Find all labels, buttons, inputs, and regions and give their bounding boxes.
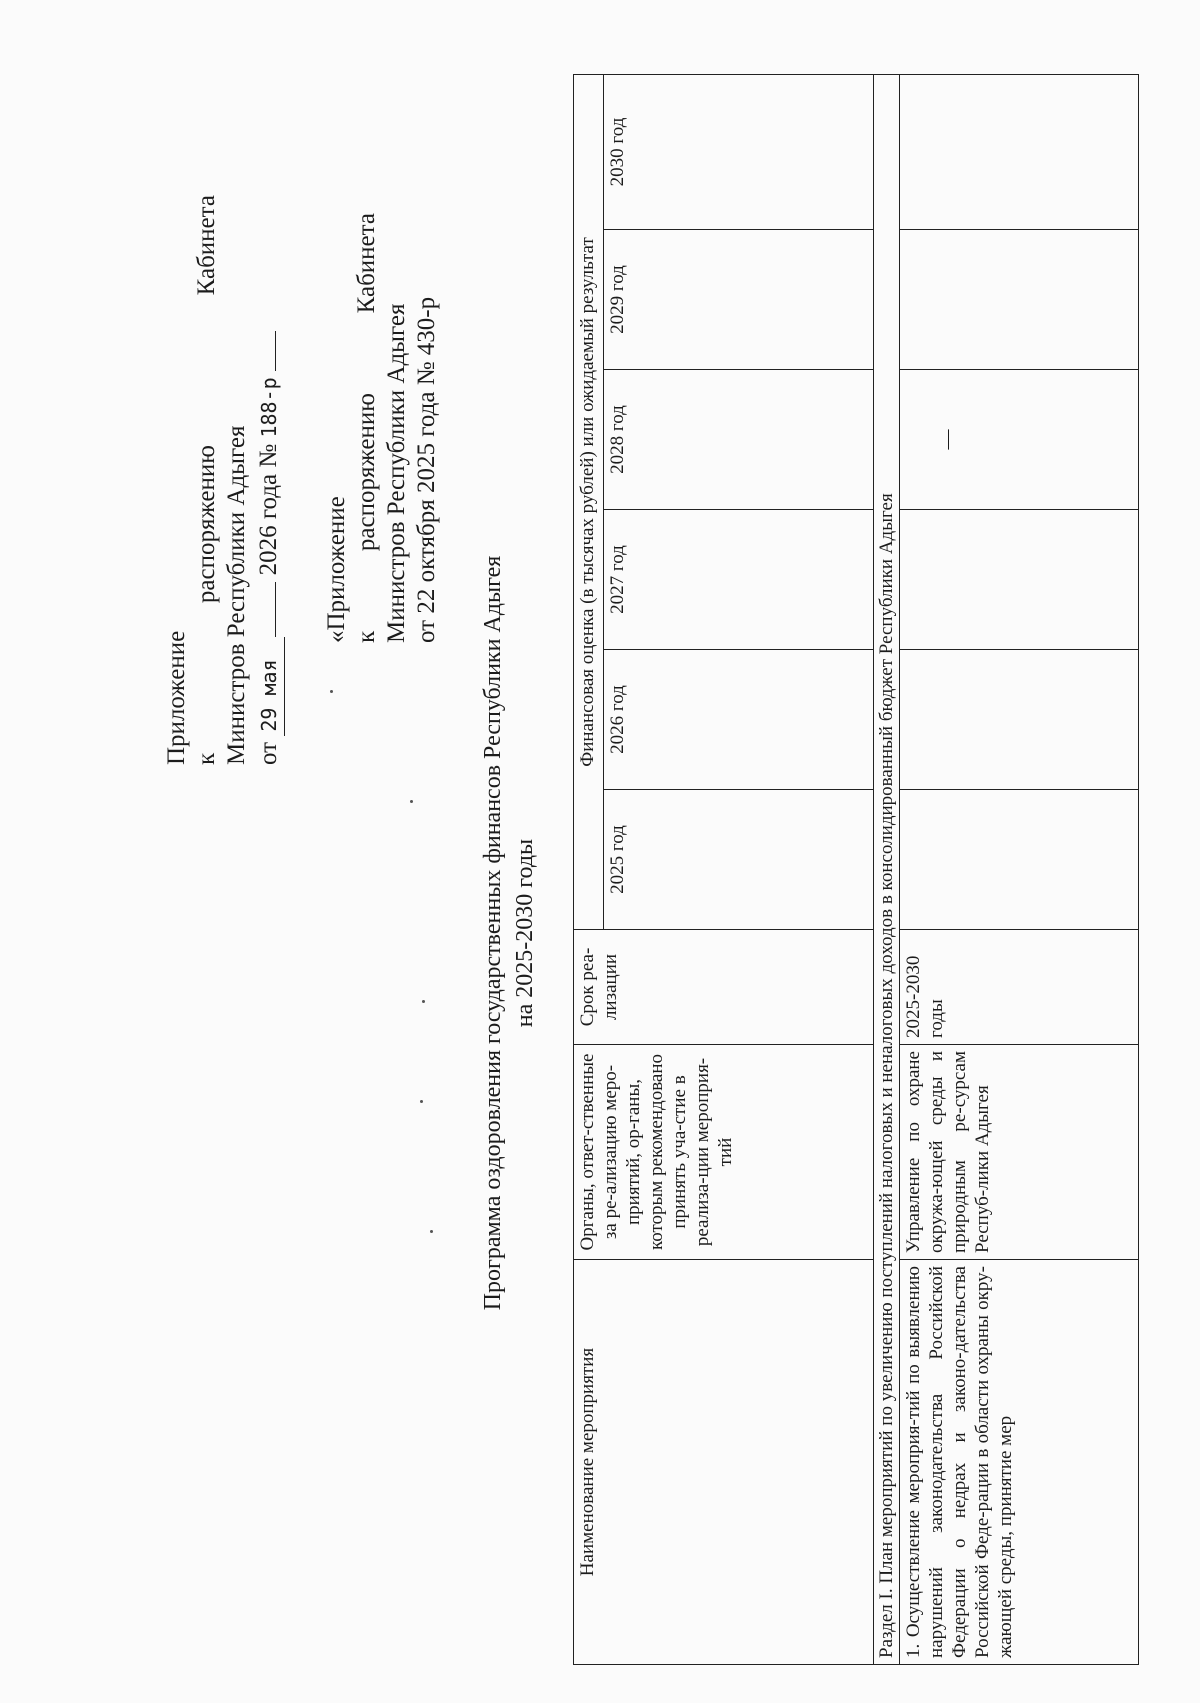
order-date-number: от 22 октября 2025 года № 430-р: [413, 296, 440, 643]
handwritten-number: 188-р: [257, 377, 281, 438]
cell-term: 2025-2030 годы: [900, 930, 1139, 1045]
dash-mark: —: [936, 429, 958, 450]
header-year-2025: 2025 год: [604, 790, 874, 930]
header-year-2027: 2027 год: [604, 510, 874, 650]
header-year-2026: 2026 год: [604, 650, 874, 790]
section-row: [874, 74, 900, 1664]
table-header-row: [574, 74, 604, 1664]
cell-measure-name: 1. Осуществление мероприя-тий по выявлению нарушений законодательства Российской Федерации о недрах и законо-дательства Российской Феде-рации в области охраны окру-жающей среды, принятие мер: [900, 1260, 1139, 1665]
header-financial-estimate: Финансовая оценка (в тысячах рублей) или ожидаемый результат: [574, 74, 604, 929]
header-term: Срок реа-лизации: [574, 930, 874, 1045]
cell-2029: [900, 230, 1139, 370]
header-name: Наименование мероприятия: [574, 1260, 874, 1665]
table-row: [900, 74, 1139, 1664]
cell-2028: [900, 370, 1139, 510]
document-subtitle: на 2025-2030 годы: [512, 838, 538, 1028]
issuing-body: Министров Республики Адыгея: [383, 303, 410, 643]
handwritten-date: 29 мая: [254, 637, 285, 736]
program-table: [573, 74, 1139, 1665]
header-year-2030: 2030 год: [604, 74, 874, 229]
cell-2030: [900, 74, 1139, 229]
cell-2026: [900, 650, 1139, 790]
appendix-label: Приложение: [163, 630, 190, 765]
scan-speck: [422, 1000, 425, 1003]
cell-2027: [900, 510, 1139, 650]
appendix-label: «Приложение: [323, 496, 350, 643]
scan-speck: [330, 690, 333, 693]
header-bodies: Органы, ответ-ственные за ре-ализацию меро-приятий, ор-ганы, которым рекомендовано принять уча-стие в реализа-ции мероприя-тий: [574, 1045, 874, 1260]
appendix-ref-line: к распоряжению Кабинета: [353, 213, 380, 643]
appendix-ref-line: к распоряжению Кабинета: [193, 195, 220, 765]
scan-speck: [420, 1100, 423, 1103]
appendix-current-block: [162, 195, 292, 765]
scan-speck: [410, 800, 413, 803]
cell-responsible-body: Управление по охране окружа-ющей среды и природным ре-сурсам Респуб-лики Адыгея: [900, 1045, 1139, 1260]
scan-speck: [430, 1230, 433, 1233]
order-date-number: от 29 мая 2026 года № 188-р: [254, 195, 285, 765]
section-1-heading: Раздел I. План мероприятий по увеличению поступлений налоговых и неналоговых доходов в консолидированный бюджет Республики Адыгея: [874, 74, 900, 1664]
issuing-body: Министров Республики Адыгея: [223, 425, 250, 765]
appendix-previous-block: [322, 213, 447, 643]
header-year-2028: 2028 год: [604, 370, 874, 510]
header-year-2029: 2029 год: [604, 230, 874, 370]
document-title: Программа оздоровления государственных финансов Республики Адыгея: [480, 555, 506, 1311]
cell-2025: [900, 790, 1139, 930]
